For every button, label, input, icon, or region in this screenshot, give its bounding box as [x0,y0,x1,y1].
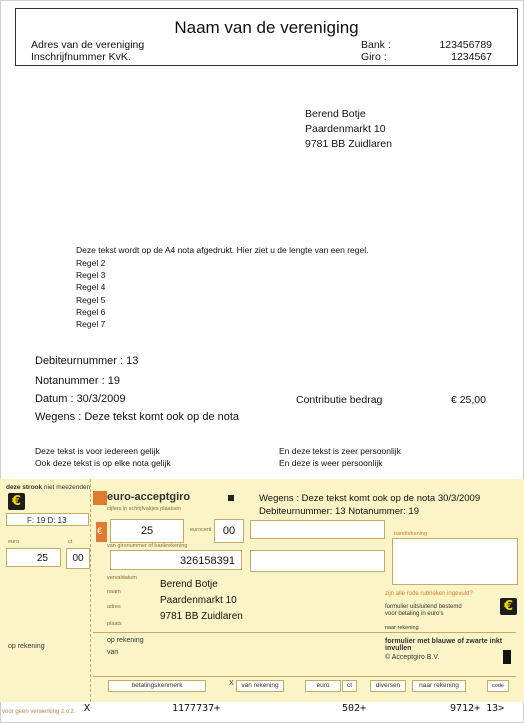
perforation-line [90,479,92,702]
stub-ct-label: ct [68,539,73,545]
stub-reference: F: 19 D: 13 [6,513,89,526]
stub-cents-field[interactable]: 00 [66,548,90,569]
strip-note-bold: deze strook [6,484,43,491]
amount-cents-field[interactable]: 00 [214,519,244,543]
handtekening-label: handtekening [394,531,428,537]
euro-logo-icon: € [500,598,517,615]
footer-kenmerk: betalingskenmerk [108,680,206,692]
stub-euro-field[interactable]: 25 [6,548,61,567]
recipient-city: 9781 BB Zuidlaren [305,138,392,150]
footer-code: code [487,680,509,692]
giro-number: 1234567 [451,51,492,63]
euro-only-note-1: formulier uitsluitend bestemd [385,604,462,610]
ocr-code-c: 9712+ 13> [450,703,505,714]
debtor-number: Debiteurnummer : 13 [35,355,139,367]
kenmerk-field[interactable] [250,520,385,539]
body-line: Regel 2 [76,258,106,268]
note-personal-1: En deze tekst is zeer persoonlijk [279,446,401,456]
giro-payer-street: Paardenmarkt 10 [160,595,237,606]
body-line: Regel 6 [76,307,106,317]
required-note: zijn alle rode rubrieken ingevuld? [385,591,473,597]
association-name: Naam van de vereniging [174,18,359,37]
footer-diversen: diversen [370,680,406,692]
body-intro: Deze tekst wordt op de A4 nota afgedrukt. Hier ziet u de lengte van een regel. [76,245,369,255]
footer-naar-rekening: naar rekening [412,680,466,692]
account-field[interactable]: 326158391 [110,550,242,570]
naar-rekening-label: naar rekening [385,625,419,631]
bank-label: Bank : [361,39,391,51]
marker-bar-icon [503,650,511,664]
giro-subject: Wegens : Deze tekst komt ook op de nota 30/3/2009 [259,493,481,504]
amount-label: Contributie bedrag [296,394,383,406]
signature-field[interactable] [392,538,518,585]
body-line: Regel 3 [76,270,106,280]
footer-small-note: voor geen verwerking z.o.z. [2,709,76,715]
amount-value: € 25,00 [450,394,486,406]
footer-euro: euro [305,680,341,692]
brand-mark-icon [93,491,107,505]
giro-subtitle: cijfers in schrijfvakjes plaatsen [107,506,181,512]
footer-ct: ct [342,680,357,692]
kvk-number: Inschrijfnummer KvK. [31,51,131,63]
invoice-date: Datum : 30/3/2009 [35,393,126,405]
ink-note: formulier met blauwe of zwarte inkt invullen [385,638,503,652]
eurocent-label: eurocent [190,527,212,533]
note-general-1: Deze tekst is voor iedereen gelijk [35,446,160,456]
euro-logo-icon: € [8,493,25,510]
footer-mark: X [229,680,234,687]
account-extra-field[interactable] [250,550,385,572]
giro-brand: euro-acceptgiro [107,491,191,503]
adres-label: adres [107,604,121,610]
recipient-street: Paardenmarkt 10 [305,123,386,135]
euro-only-note-2: voor betaling in euro's [385,611,444,617]
kenmerk-label: vervaldatum [107,575,137,581]
marker-square-icon [228,495,234,501]
body-line: Regel 5 [76,295,106,305]
giro-label: Giro : [361,51,387,63]
association-address: Adres van de vereniging [31,39,145,51]
amount-euro-field[interactable]: 25 [110,519,184,543]
strip-note-rest: niet meezenden [42,484,91,491]
invoice-subject: Wegens : Deze tekst komt ook op de nota [35,411,240,423]
body-line: Regel 7 [76,319,106,329]
stub-euro-label: euro [8,539,20,545]
giro-payer-city: 9781 BB Zuidlaren [160,611,243,622]
note-general-2: Ook deze tekst is op elke nota gelijk [35,458,171,468]
note-personal-2: En deze is weer persoonlijk [279,458,383,468]
body-line: Regel 4 [76,282,106,292]
naam-label: naam [107,589,121,595]
stub-op-rekening: op rekening [8,643,45,650]
account-label: van gironummer of bankrekening [107,543,188,549]
op-rekening-label: op rekening [107,637,144,644]
ocr-code-a: 1177737+ [172,703,221,714]
euro-flag-icon: € [96,522,107,542]
acceptgiro-slip [0,479,524,702]
giro-numbers: Debiteurnummer: 13 Notanummer: 19 [259,506,419,517]
plaats-label: plaats [107,621,122,627]
divider [93,676,516,677]
giro-payer-name: Berend Botje [160,579,218,590]
ocr-mark: X [84,703,91,714]
strip-note [6,484,90,491]
invoice-number: Notanummer : 19 [35,375,120,387]
letterhead-box [15,8,518,66]
ocr-code-b: 502+ [342,703,367,714]
recipient-name: Berend Botje [305,108,366,120]
bank-number: 123456789 [439,39,492,51]
divider [93,632,516,633]
van-label: van [107,649,119,656]
footer-van-rekening: van rekening [236,680,284,692]
copyright: © Acceptgiro B.V. [385,654,440,661]
